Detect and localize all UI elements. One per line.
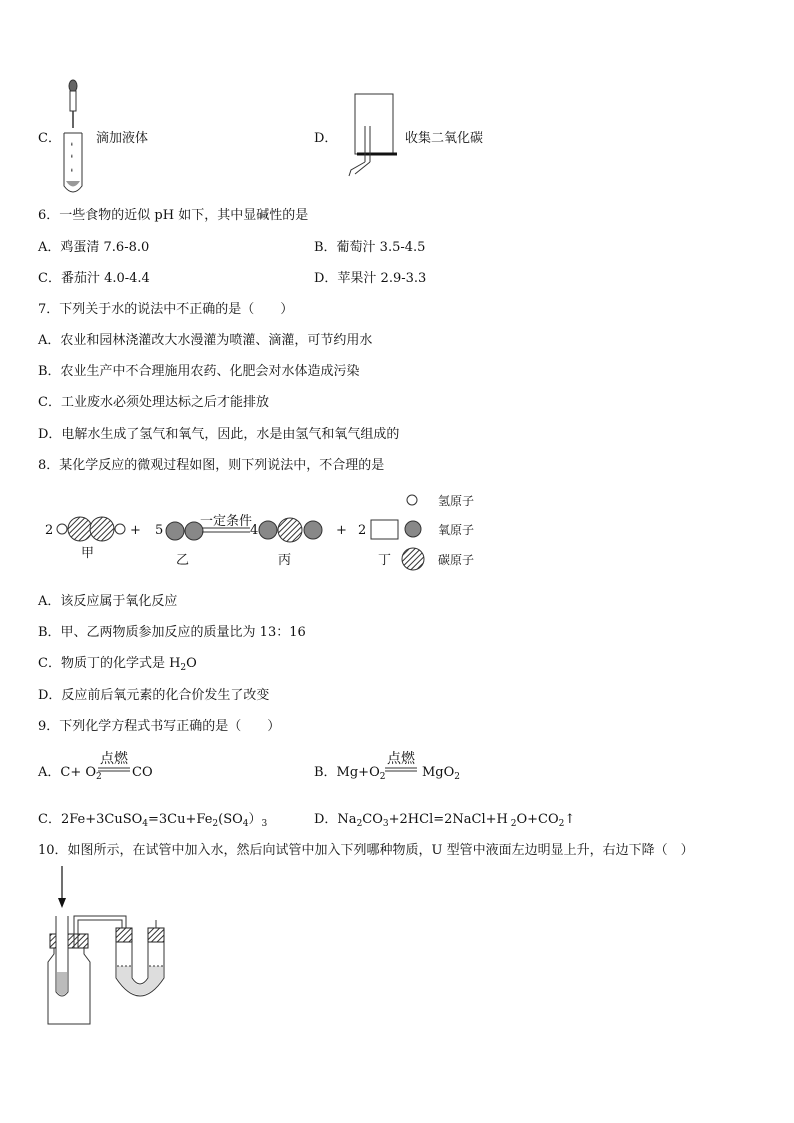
q9-option-d: D．$Na_2CO_3+2HCl=2NaCl+H$ $_2O+CO_2↑$ xyxy=(314,812,576,829)
q8-reaction-condition: 一定条件 xyxy=(200,514,253,529)
q8-plus-1: + xyxy=(130,523,141,538)
q8-label-yi: 乙 xyxy=(176,553,190,568)
q9-option-a-condition: 点燃 xyxy=(100,751,128,767)
q5-option-d-text: 收集二氧化碳 xyxy=(405,131,484,146)
q8-coef-3: 4 xyxy=(250,523,259,538)
q6-option-a: A．鸡蛋清 7.6-8.0 xyxy=(38,240,150,255)
q7-option-a: A．农业和园林浇灌改大水漫灌为喷灌、滴灌，可节约用水 xyxy=(38,333,373,348)
gas-collection-bottle-figure xyxy=(345,92,405,182)
molecule-bing xyxy=(258,513,324,547)
q9-option-a-reactants: A．$C+ O_2$ xyxy=(38,765,102,782)
molecule-yi xyxy=(165,520,205,542)
q9-option-b-reactants: B．$Mg+O_2$ xyxy=(314,765,386,782)
q8-stem: 8．某化学反应的微观过程如图，则下列说法中，不合理的是 xyxy=(38,458,385,473)
q9-option-c: C．$2Fe+3CuSO_4=3Cu+Fe_2(SO_4)_3$ xyxy=(38,812,268,829)
q6-option-b: B．葡萄汁 3.5-4.5 xyxy=(314,240,426,255)
q9-stem: 9．下列化学方程式书写正确的是（ ） xyxy=(38,719,281,734)
q7-stem: 7．下列关于水的说法中不正确的是（ ） xyxy=(38,302,294,317)
q8-label-ding: 丁 xyxy=(378,553,392,568)
q8-label-jia: 甲 xyxy=(81,546,95,561)
q8-label-bing: 丙 xyxy=(278,553,292,568)
q6-option-d: D．苹果汁 2.9-3.3 xyxy=(314,271,427,286)
u-tube-apparatus-figure xyxy=(40,866,180,1028)
q8-option-d: D．反应前后氧元素的化合价发生了改变 xyxy=(38,688,270,703)
q8-option-b: B．甲、乙两物质参加反应的质量比为 13：16 xyxy=(38,625,306,640)
q7-option-b: B．农业生产中不合理施用农药、化肥会对水体造成污染 xyxy=(38,364,360,379)
q9-option-b-condition: 点燃 xyxy=(387,751,415,767)
q7-option-c: C．工业废水必须处理达标之后才能排放 xyxy=(38,395,269,410)
dropper-test-tube-figure xyxy=(60,78,90,198)
molecule-jia xyxy=(56,512,128,546)
legend-carbon-label: 碳原子 xyxy=(438,553,475,567)
q6-option-c: C．番茄汁 4.0-4.4 xyxy=(38,271,150,286)
q8-equals-arrow xyxy=(202,527,250,535)
q9-option-a-equals xyxy=(98,767,130,775)
legend-hydrogen-atom-icon xyxy=(405,493,419,507)
legend-oxygen-atom-icon xyxy=(403,519,423,539)
q8-coef-1: 2 xyxy=(45,523,54,538)
q9-option-b-equals xyxy=(385,767,417,775)
q8-plus-2: + xyxy=(336,523,347,538)
q7-option-d: D．电解水生成了氢气和氧气，因此，水是由氢气和氧气组成的 xyxy=(38,427,400,442)
q9-option-a-product: CO xyxy=(132,765,153,780)
q9-option-b-product: MgO$_2$ xyxy=(422,765,461,782)
q6-stem: 6．一些食物的近似 pH 如下，其中显碱性的是 xyxy=(38,208,309,223)
q8-coef-4: 2 xyxy=(358,523,367,538)
q5-option-d-letter: D． xyxy=(314,131,338,146)
q8-option-c: C．物质丁的化学式是 $H_2O$ xyxy=(38,656,197,673)
legend-oxygen-label: 氧原子 xyxy=(438,523,475,537)
legend-hydrogen-label: 氢原子 xyxy=(438,494,475,508)
q5-option-c-letter: C． xyxy=(38,131,61,146)
q8-option-a: A．该反应属于氧化反应 xyxy=(38,594,178,609)
q10-stem: 10．如图所示，在试管中加入水，然后向试管中加入下列哪种物质，U 型管中液面左边明显上升，右边下降（ ） xyxy=(38,843,694,858)
molecule-ding-box xyxy=(370,519,400,541)
q8-coef-2: 5 xyxy=(155,523,164,538)
legend-carbon-atom-icon xyxy=(400,546,426,572)
q5-option-c-text: 滴加液体 xyxy=(96,131,149,146)
